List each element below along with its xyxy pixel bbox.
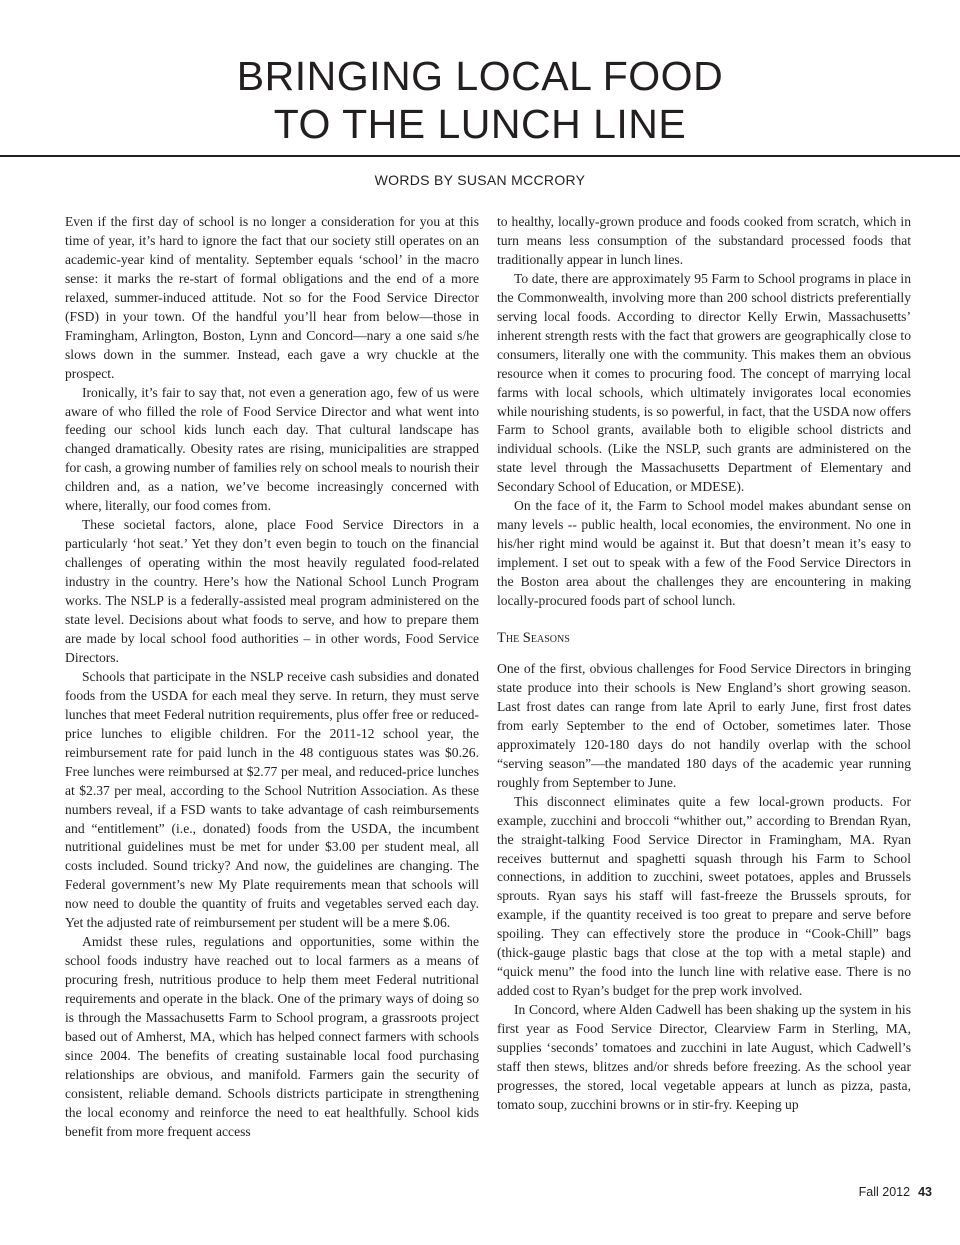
paragraph: Ironically, it’s fair to say that, not even a generation ago, few of us were aware of who filled the role of Food Service Director and what went into feeding our school kids lunch each day. That cultural landscape has changed dramatically. Obesity rates are rising, municipalities are strapped for cash, a growing number of families rely on school meals to nourish their children and, as a nation, we’ve become increasingly concerned with where, literally, our food comes from.: [65, 384, 479, 514]
page-number: 43: [918, 1185, 932, 1199]
paragraph: One of the first, obvious challenges for Food Service Directors in bringing state produce into their schools is New England’s short growing season. Last frost dates can range from late April to early June, first frost dates from early September to the end of October, sometimes later. Those approximately 120-180 days do not handily overlap with the school “serving season”—the mandated 180 days of the academic year running roughly from September to June.: [497, 660, 911, 790]
page-footer: [859, 1185, 932, 1199]
paragraph: to healthy, locally-grown produce and foods cooked from scratch, which in turn means less consumption of the substandard processed foods that traditionally appear in lunch lines.: [497, 214, 911, 267]
paragraph: These societal factors, alone, place Food Service Directors in a particularly ‘hot seat.’ Yet they don’t even begin to touch on the financial challenges of operating within the most heavily regulated food-related industry in the country. Here’s how the National School Lunch Program works. The NSLP is a federally-assisted meal program administered on the state level. Decisions about what foods to serve, and how to prepare them are made by local school food authorities – in other words, Food Service Directors.: [65, 517, 479, 665]
paragraph: Amidst these rules, regulations and opportunities, some within the school foods industry have reached out to local farmers as a means of procuring fresh, nutritious produce to help them meet Federal nutritional requirements and operate in the black. One of the primary ways of doing so is through the Massachusetts Farm to School program, a grassroots project based out of Amherst, MA, which has helped connect farmers with schools since 2004. The benefits of creating sustainable local food purchasing relationships are obvious, and manifold. Farmers gain the security of consistent, reliable demand. Schools districts participate in strengthening the local economy and reinforce the need to eat healthfully. School kids benefit from more frequent access: [65, 934, 479, 1139]
paragraph: Schools that participate in the NSLP receive cash subsidies and donated foods from the USDA for each meal they serve. In return, they must serve lunches that meet Federal nutrition requirements, plus offer free or reduced-price lunches to eligible children. For the 2011-12 school year, the reimbursement rate for paid lunch in the 48 contiguous states was $0.26. Free lunches were reimbursed at $2.77 per meal, and reduced-price lunches at $2.37 per meal, according to the School Nutrition Association. As these numbers reveal, if a FSD wants to take advantage of cash reimbursements and “entitlement” (i.e., donated) foods from the USDA, the incumbent nutritional guidelines must be met for under $3.00 per student meal, all costs included. Sound tricky? And now, the guidelines are changing. The Federal government’s new My Plate requirements mean that schools will now need to double the quantity of fruits and vegetables served each day. Yet the adjusted rate of reimbursement per student will be a mere $.06.: [65, 668, 479, 931]
title-line-1: BRINGING LOCAL FOOD: [236, 53, 724, 99]
paragraph: On the face of it, the Farm to School model makes abundant sense on many levels -- public health, local economies, the environment. No one in his/her right mind would be against it. But that doesn’t mean it’s easy to implement. I set out to speak with a few of the Food Service Directors in the Boston area about the challenges they are encountering in making locally-procured foods part of school lunch.: [497, 498, 911, 609]
paragraph: To date, there are approximately 95 Farm to School programs in place in the Commonwealth, involving more than 200 school districts preferentially serving local foods. According to director Kelly Erwin, Massachusetts’ inherent strength rests with the fact that growers are geographically close to consumers, literally one with the community. This makes them an obvious resource when it comes to procuring food. The concept of marrying local farms with local schools, which ultimately invigorates local economies while nourishing students, is so powerful, in fact, that the USDA now offers Farm to School grants, available both to eligible school districts and individual schools. (Like the NSLP, such grants are administered on the state level through the Massachusetts Department of Elementary and Secondary School of Education, or MDESE).: [497, 270, 911, 495]
left-column: [65, 213, 479, 1142]
right-column: [497, 213, 911, 1115]
issue-label: Fall 2012: [858, 1185, 911, 1199]
title-line-2: TO THE LUNCH LINE: [273, 101, 687, 147]
byline: WORDS BY SUSAN MCCRORY: [374, 172, 586, 188]
paragraph: This disconnect eliminates quite a few local-grown products. For example, zucchini and broccoli “whither out,” according to Brendan Ryan, the straight-talking Food Service Director in Framingham, MA. Ryan receives butternut and spaghetti squash through his Farm to School connections, in addition to zucchini, sweet potatoes, apples and Brussels sprouts. Ryan says his staff will fast-freeze the Brussels sprouts, for example, if the quantity received is too great to prepare and serve before spoiling. They can effectively store the produce in “Cook-Chill” bags (thick-gauge plastic bags that close at the top with a metal staple) and “quick menu” the food into the lunch line with relative ease. There is no added cost to Ryan’s budget for the prep work involved.: [497, 793, 911, 999]
title-divider: [0, 155, 960, 157]
paragraph: Even if the first day of school is no longer a consideration for you at this time of year, it’s hard to ignore the fact that our society still operates on an academic-year kind of mentality. September equals ‘school’ in the macro sense: it marks the re-start of formal obligations and the end of a more relaxed, summer-induced attitude. Not so for the Food Service Director (FSD) in your town. Of the handful you’ll hear from below—those in Framingham, Arlington, Boston, Lynn and Concord—nary a one said s/he slows down in the summer. Instead, each gave a wry chuckle at the prospect.: [65, 214, 479, 381]
paragraph: In Concord, where Alden Cadwell has been shaking up the system in his first year as Food Service Director, Clearview Farm in Sterling, MA, supplies ‘seconds’ tomatoes and zucchini in late August, which Cadwell’s staff then stews, blitzes and/or shreds before freezing. As the school year progresses, the stored, local vegetable appears at lunch as pizza, pasta, tomato soup, zucchini browns or in stir-fry. Keeping up: [497, 1002, 911, 1112]
section-heading: The Seasons: [497, 630, 570, 647]
article-title: [0, 52, 960, 148]
